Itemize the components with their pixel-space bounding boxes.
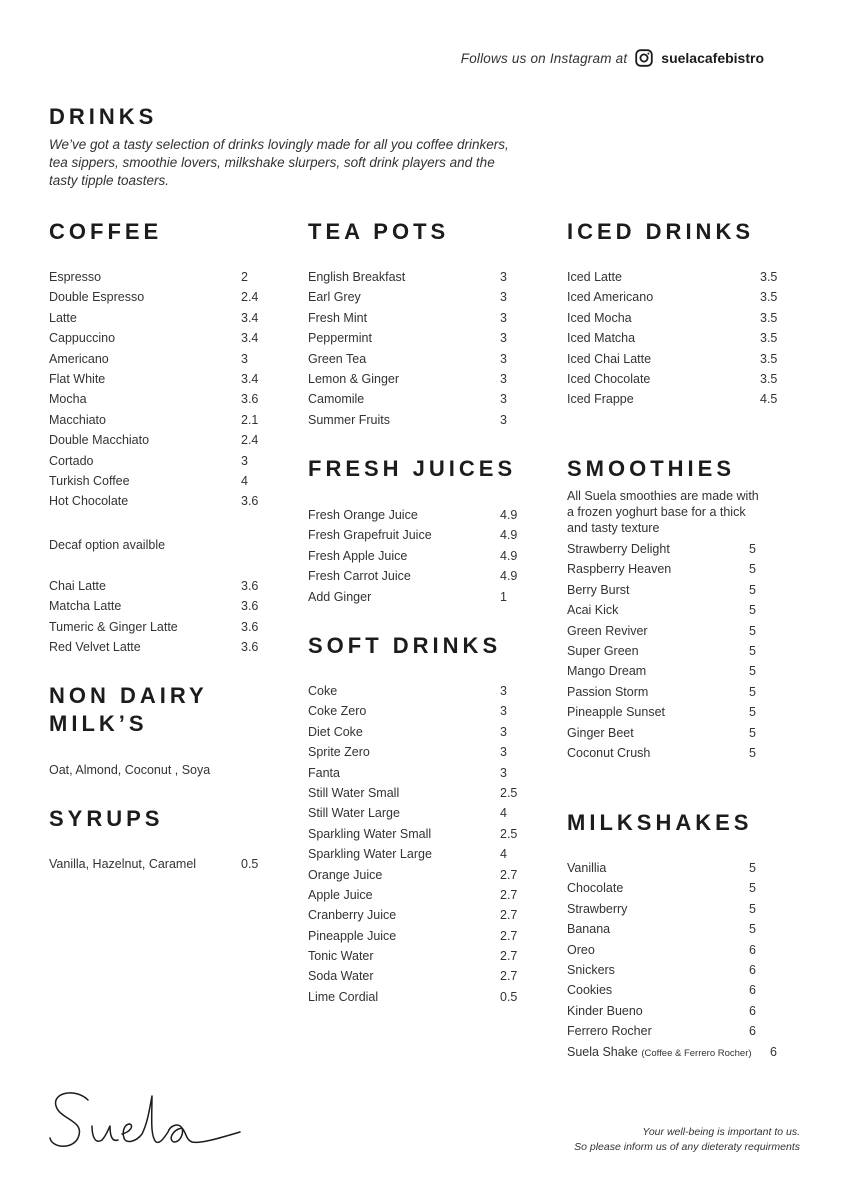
item-name: Earl Grey <box>308 290 361 305</box>
list-item <box>567 878 777 898</box>
list-item <box>49 287 269 307</box>
item-name: Red Velvet Latte <box>49 640 141 655</box>
list-item <box>49 349 269 369</box>
latte-list <box>49 576 269 658</box>
item-name: Strawberry <box>567 901 628 916</box>
item-price: 2.7 <box>500 887 518 902</box>
item-name: Iced Frappe <box>567 392 634 407</box>
item-price: 3.5 <box>760 351 778 366</box>
item-name: Americano <box>49 351 109 366</box>
item-price: 5 <box>749 643 756 658</box>
item-price: 3.6 <box>241 599 259 614</box>
item-detail: (Coffee & Ferrero Rocher) <box>641 1048 752 1059</box>
list-item <box>567 682 777 702</box>
item-price: 5 <box>749 861 756 875</box>
item-price: 3.6 <box>241 640 259 655</box>
item-name: Espresso <box>49 270 102 284</box>
list-item <box>308 328 528 348</box>
list-item <box>49 854 269 874</box>
list-item <box>308 587 528 607</box>
item-name: Lime Cordial <box>308 989 379 1004</box>
item-price: 6 <box>749 962 756 977</box>
item-name: Berry Burst <box>567 582 630 597</box>
list-item <box>308 369 528 389</box>
item-name: Green Reviver <box>567 623 648 638</box>
item-price: 3 <box>500 270 507 284</box>
list-item <box>49 369 269 389</box>
item-price: 3.4 <box>241 310 259 325</box>
item-name: Lemon & Ginger <box>308 371 400 386</box>
syrups-list <box>49 854 269 874</box>
list-item <box>308 349 528 369</box>
item-name: Iced Chai Latte <box>567 351 652 366</box>
item-price: 3 <box>500 745 507 760</box>
list-item <box>308 885 528 905</box>
item-price: 5 <box>749 684 756 699</box>
list-item <box>308 701 528 721</box>
item-name: Fresh Carrot Juice <box>308 569 411 584</box>
item-price: 3.4 <box>241 331 259 346</box>
item-price: 3 <box>500 310 507 325</box>
list-item <box>308 410 528 430</box>
list-item <box>308 546 528 566</box>
item-price: 3.6 <box>241 392 259 407</box>
milkshakes-title: MILKSHAKES <box>567 810 753 835</box>
list-item <box>308 926 528 946</box>
list-item <box>567 539 777 559</box>
list-item <box>308 505 528 525</box>
item-price: 3.6 <box>241 579 259 593</box>
list-item <box>49 617 269 637</box>
item-name: Oreo <box>567 942 595 957</box>
coffee-title: COFFEE <box>49 219 163 244</box>
item-name: Fresh Mint <box>308 310 368 325</box>
item-price: 2.7 <box>500 949 518 964</box>
list-item <box>308 946 528 966</box>
item-name: Sparkling Water Small <box>308 826 432 841</box>
item-price: 4.5 <box>760 392 778 407</box>
list-item <box>49 637 269 657</box>
item-name: Cookies <box>567 983 613 998</box>
item-price: 2.4 <box>241 290 259 305</box>
syrups-title: SYRUPS <box>49 806 164 831</box>
item-name: Snickers <box>567 962 615 977</box>
item-price: 3.5 <box>760 290 778 305</box>
item-price: 3.5 <box>760 310 778 325</box>
item-price: 4.9 <box>500 508 518 522</box>
instagram-prefix: Follows us on Instagram at <box>460 50 628 66</box>
item-name: Sprite Zero <box>308 745 370 760</box>
item-name: Ferrero Rocher <box>567 1024 652 1039</box>
item-price: 4 <box>241 473 248 488</box>
item-name: Sparkling Water Large <box>308 847 432 862</box>
item-name: Hot Chocolate <box>49 494 129 509</box>
item-name: Still Water Large <box>308 806 400 821</box>
item-name: Suela Shake (Coffee & Ferrero Rocher) <box>567 1045 752 1059</box>
list-item <box>567 349 788 369</box>
item-price: 5 <box>749 922 756 937</box>
list-item <box>49 576 269 596</box>
list-item <box>567 641 777 661</box>
list-item <box>49 267 269 287</box>
list-item <box>308 987 528 1007</box>
list-item <box>308 783 528 803</box>
item-price: 6 <box>749 1003 756 1018</box>
list-item <box>49 596 269 616</box>
item-name: Iced Latte <box>567 270 622 284</box>
item-name: English Breakfast <box>308 270 406 284</box>
list-item <box>308 566 528 586</box>
list-item <box>308 722 528 742</box>
item-name: Latte <box>49 310 77 325</box>
list-item <box>308 865 528 885</box>
item-name: Fanta <box>308 765 340 780</box>
list-item <box>567 267 788 287</box>
item-price: 3 <box>500 351 507 366</box>
item-name: Still Water Small <box>308 785 400 800</box>
fresh-juices-list <box>308 505 528 607</box>
list-item <box>308 905 528 925</box>
list-item <box>567 389 788 409</box>
item-price: 4.9 <box>500 548 518 563</box>
item-name: Orange Juice <box>308 867 383 882</box>
item-price: 0.5 <box>241 857 259 871</box>
list-item <box>567 1021 777 1041</box>
item-name: Strawberry Delight <box>567 542 670 556</box>
item-name: Diet Coke <box>308 724 363 739</box>
item-price: 5 <box>749 603 756 618</box>
item-name: Cappuccino <box>49 331 116 346</box>
item-name: Coke <box>308 684 338 698</box>
item-price: 5 <box>749 664 756 679</box>
item-price: 5 <box>749 725 756 740</box>
decaf-note: Decaf option availble <box>49 538 166 552</box>
item-price: 4 <box>500 847 507 862</box>
item-price: 3 <box>500 412 507 427</box>
item-name: Chai Latte <box>49 579 106 593</box>
list-item <box>567 308 788 328</box>
item-name: Coconut Crush <box>567 745 651 760</box>
item-price: 5 <box>749 881 756 896</box>
item-price: 6 <box>749 983 756 998</box>
list-item <box>49 328 269 348</box>
non-dairy-options: Oat, Almond, Coconut , Soya <box>49 763 211 777</box>
item-price: 3 <box>500 724 507 739</box>
list-item <box>49 451 269 471</box>
item-name: Iced Mocha <box>567 310 632 325</box>
item-name: Banana <box>567 922 611 937</box>
item-name: Kinder Bueno <box>567 1003 643 1018</box>
soft-drinks-list <box>308 681 528 1007</box>
item-name: Matcha Latte <box>49 599 122 614</box>
item-price: 4.9 <box>500 528 518 543</box>
item-price: 3 <box>500 765 507 780</box>
item-price: 6 <box>749 942 756 957</box>
list-item <box>567 960 777 980</box>
list-item <box>308 844 528 864</box>
item-price: 3 <box>500 392 507 407</box>
item-price: 4.9 <box>500 569 518 584</box>
list-item <box>567 919 777 939</box>
item-name: Soda Water <box>308 969 374 984</box>
item-price: 3.6 <box>241 619 259 634</box>
list-item <box>567 661 777 681</box>
item-price: 3 <box>500 371 507 386</box>
list-item <box>308 308 528 328</box>
footer-note: Your well-being is important to us. So please inform us of any dieteraty requirments <box>574 1126 800 1153</box>
item-price: 6 <box>770 1045 777 1059</box>
list-item <box>567 369 788 389</box>
list-item <box>49 308 269 328</box>
instagram-icon <box>635 49 653 67</box>
list-item <box>567 1042 777 1062</box>
item-name: Iced Matcha <box>567 331 636 346</box>
item-price: 3 <box>500 684 507 698</box>
list-item <box>567 600 777 620</box>
list-item <box>49 410 269 430</box>
list-item <box>308 763 528 783</box>
item-name: Tumeric & Ginger Latte <box>49 619 178 634</box>
item-name: Cranberry Juice <box>308 908 397 923</box>
item-name: Acai Kick <box>567 603 619 618</box>
list-item <box>567 723 777 743</box>
item-name: Super Green <box>567 643 639 658</box>
item-price: 2.5 <box>500 826 518 841</box>
list-item <box>49 389 269 409</box>
item-price: 3.5 <box>760 270 778 284</box>
item-price: 3 <box>241 453 248 468</box>
item-name: Coke Zero <box>308 704 367 719</box>
list-item <box>567 1001 777 1021</box>
item-name: Raspberry Heaven <box>567 562 672 577</box>
item-name: Pineapple Sunset <box>567 705 665 720</box>
list-item <box>567 743 777 763</box>
item-price: 2.7 <box>500 867 518 882</box>
list-item <box>49 491 269 511</box>
item-price: 2.7 <box>500 928 518 943</box>
instagram-banner <box>461 49 764 67</box>
item-name: Vanilla, Hazelnut, Caramel <box>49 857 197 871</box>
list-item <box>308 803 528 823</box>
item-price: 6 <box>749 1024 756 1039</box>
item-name: Turkish Coffee <box>49 473 130 488</box>
list-item <box>308 287 528 307</box>
item-name: Summer Fruits <box>308 412 390 427</box>
item-price: 3.6 <box>241 494 259 509</box>
suela-logo <box>48 1086 243 1156</box>
item-price: 2.4 <box>241 433 259 448</box>
item-price: 5 <box>749 582 756 597</box>
list-item <box>567 328 788 348</box>
list-item <box>567 980 777 1000</box>
list-item <box>567 702 777 722</box>
item-name: Flat White <box>49 371 106 386</box>
item-price: 3.4 <box>241 371 259 386</box>
drinks-intro: We’ve got a tasty selection of drinks lovingly made for all you coffee drinkers, tea sippers, smoothie lovers, milkshake slurpers, soft drink players and the tasty tipple toasters. <box>49 137 509 188</box>
list-item <box>567 940 777 960</box>
list-item <box>567 621 777 641</box>
item-name: Camomile <box>308 392 365 407</box>
item-name: Iced Americano <box>567 290 654 305</box>
iced-drinks-list <box>567 267 788 410</box>
list-item <box>308 966 528 986</box>
list-item <box>567 899 777 919</box>
list-item <box>567 580 777 600</box>
soft-drinks-title: SOFT DRINKS <box>308 633 502 658</box>
item-price: 2.1 <box>241 412 259 427</box>
smoothies-title: SMOOTHIES <box>567 456 736 481</box>
item-name: Add Ginger <box>308 589 372 604</box>
instagram-handle[interactable]: suelacafebistro <box>661 50 764 66</box>
coffee-list <box>49 267 269 512</box>
item-name: Ginger Beet <box>567 725 634 740</box>
item-price: 5 <box>749 562 756 577</box>
item-name: Iced Chocolate <box>567 371 651 386</box>
item-price: 2.7 <box>500 908 518 923</box>
milkshakes-special <box>567 1042 777 1062</box>
item-name: Fresh Orange Juice <box>308 508 418 522</box>
item-name: Pineapple Juice <box>308 928 397 943</box>
item-name: Fresh Apple Juice <box>308 548 408 563</box>
list-item <box>49 430 269 450</box>
list-item <box>308 267 528 287</box>
item-price: 5 <box>749 542 756 556</box>
tea-pots-title: TEA POTS <box>308 219 450 244</box>
list-item <box>308 389 528 409</box>
iced-drinks-title: ICED DRINKS <box>567 219 755 244</box>
page-title: DRINKS <box>49 104 158 129</box>
list-item <box>308 824 528 844</box>
item-name: Apple Juice <box>308 887 373 902</box>
item-name: Double Espresso <box>49 290 145 305</box>
item-name: Passion Storm <box>567 684 649 699</box>
item-price: 5 <box>749 623 756 638</box>
non-dairy-title: NON DAIRY MILK’S <box>49 683 208 736</box>
item-price: 3 <box>500 704 507 719</box>
item-name: Peppermint <box>308 331 372 346</box>
tea-pots-list <box>308 267 528 430</box>
item-name: Mocha <box>49 392 87 407</box>
item-price: 5 <box>749 705 756 720</box>
list-item <box>308 525 528 545</box>
item-price: 3 <box>241 351 248 366</box>
list-item <box>49 471 269 491</box>
item-price: 2.5 <box>500 785 518 800</box>
item-price: 5 <box>749 745 756 760</box>
item-name: Tonic Water <box>308 949 374 964</box>
item-name: Chocolate <box>567 881 624 896</box>
item-price: 4 <box>500 806 507 821</box>
item-price: 2.7 <box>500 969 518 984</box>
list-item <box>567 559 777 579</box>
item-name: Macchiato <box>49 412 106 427</box>
smoothies-list <box>567 539 777 763</box>
item-name: Cortado <box>49 453 94 468</box>
list-item <box>308 742 528 762</box>
item-name: Double Macchiato <box>49 433 150 448</box>
item-name: Fresh Grapefruit Juice <box>308 528 432 543</box>
item-price: 3.5 <box>760 371 778 386</box>
item-name: Vanillia <box>567 861 607 875</box>
item-price: 3.5 <box>760 331 778 346</box>
list-item <box>308 681 528 701</box>
list-item <box>567 287 788 307</box>
item-price: 3 <box>500 331 507 346</box>
item-price: 1 <box>500 589 507 604</box>
item-name: Mango Dream <box>567 664 647 679</box>
fresh-juices-title: FRESH JUICES <box>308 456 517 481</box>
milkshakes-list <box>567 858 777 1042</box>
item-name: Green Tea <box>308 351 367 366</box>
list-item <box>567 858 777 878</box>
smoothies-note: All Suela smoothies are made with a frozen yoghurt base for a thick and tasty texture <box>567 489 759 535</box>
item-price: 2 <box>241 270 248 284</box>
item-price: 3 <box>500 290 507 305</box>
item-price: 0.5 <box>500 989 518 1004</box>
item-price: 5 <box>749 901 756 916</box>
